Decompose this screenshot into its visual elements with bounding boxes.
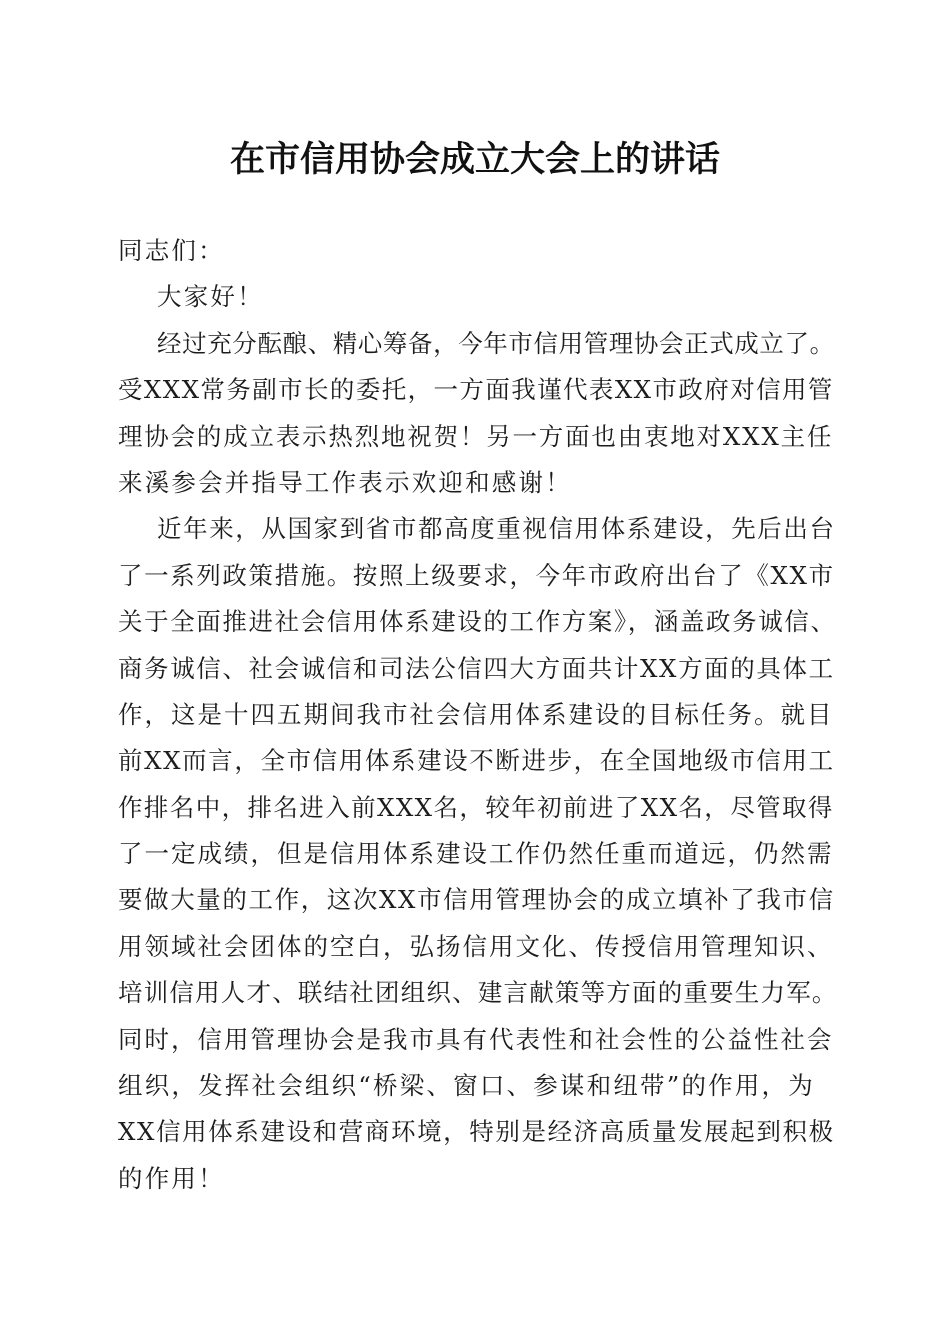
paragraph-line: 受XXX常务副市长的委托，一方面我谨代表XX市政府对信用管 (118, 375, 834, 405)
paragraph-line: 商务诚信、社会诚信和司法公信四大方面共计XX方面的具体工 (118, 653, 835, 683)
paragraph-line: 培训信用人才、联结社团组织、建言献策等方面的重要生力军。 (118, 978, 838, 1008)
paragraph-1 (118, 321, 838, 507)
document-body (118, 228, 838, 1202)
paragraph-line: 作排名中，排名进入前XXX名，较年初前进了XX名，尽管取得 (118, 792, 834, 822)
paragraph-line: 了一系列政策措施。按照上级要求，今年市政府出台了《XX市 (118, 560, 835, 590)
document-title: 在市信用协会成立大会上的讲话 (229, 139, 720, 180)
paragraph-line: 组织，发挥社会组织“桥梁、窗口、参谋和纽带”的作用，为 (118, 1071, 815, 1101)
paragraph-line: 要做大量的工作，这次XX市信用管理协会的成立填补了我市信 (118, 885, 835, 915)
salutation: 同志们： (118, 236, 225, 265)
paragraph-line: 同时，信用管理协会是我市具有代表性和社会性的公益性社会 (118, 1024, 834, 1054)
paragraph-line: 的作用！ (118, 1163, 225, 1193)
paragraph-line: XX信用体系建设和营商环境，特别是经济高质量发展起到积极 (118, 1117, 835, 1147)
paragraph-line: 用领域社会团体的空白，弘扬信用文化、传授信用管理知识、 (118, 931, 834, 961)
paragraph-line: 近年来，从国家到省市都高度重视信用体系建设，先后出台 (157, 514, 836, 544)
paragraph-line: 了一定成绩，但是信用体系建设工作仍然任重而道远，仍然需 (118, 839, 834, 869)
paragraph-2 (118, 506, 838, 1202)
paragraph-line: 理协会的成立表示热烈地祝贺！另一方面也由衷地对XXX主任 (118, 421, 834, 451)
paragraph-line: 来溪参会并指导工作表示欢迎和感谢！ (118, 467, 572, 497)
paragraph-line: 前XX而言，全市信用体系建设不断进步，在全国地级市信用工 (118, 746, 835, 776)
paragraph-line: 关于全面推进社会信用体系建设的工作方案》，涵盖政务诚信、 (118, 607, 837, 637)
paragraph-line: 经过充分酝酿、精心筹备，今年市信用管理协会正式成立了。 (157, 328, 835, 358)
greeting: 大家好！ (157, 282, 264, 312)
paragraph-line: 作，这是十四五期间我市社会信用体系建设的目标任务。就目 (118, 699, 834, 729)
